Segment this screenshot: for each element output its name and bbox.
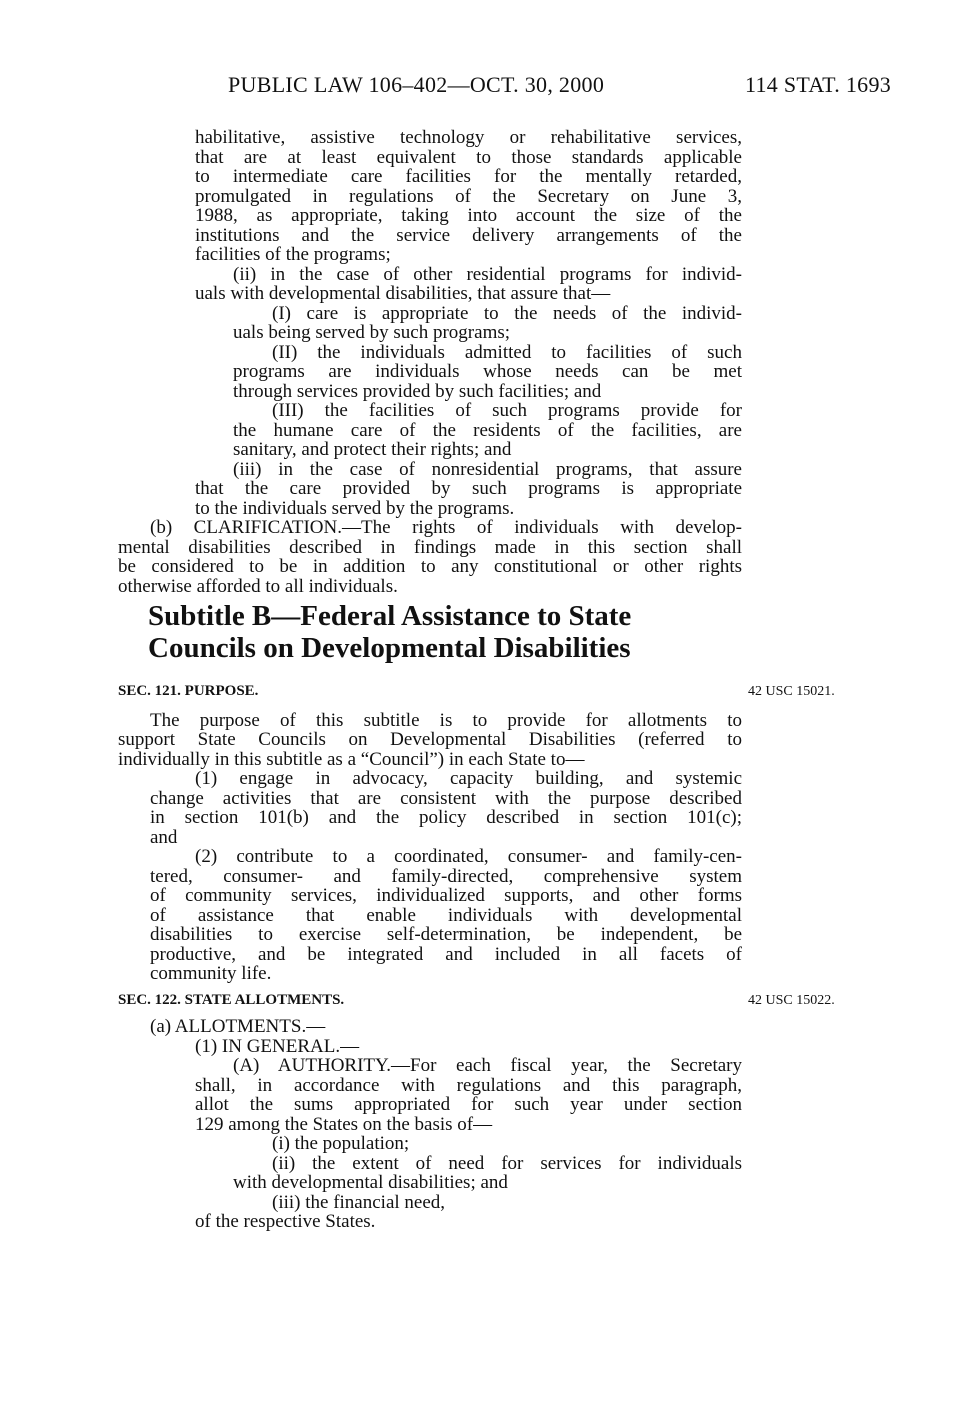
text-line: (2) contribute to a coordinated, consumer- and family-cen- bbox=[195, 846, 742, 867]
text-line: facilities of the programs; bbox=[195, 244, 391, 265]
text-line: (ii) in the case of other residential programs for individ- bbox=[233, 263, 742, 285]
text-line: promulgated in regulations of the Secretary on June 3, bbox=[195, 185, 742, 207]
text-line: 1988, as appropriate, taking into account the size of the bbox=[195, 205, 742, 226]
text-line: (A) AUTHORITY.—For each fiscal year, the Secretary bbox=[233, 1055, 742, 1076]
paragraph bbox=[118, 1037, 742, 1057]
text-line: The purpose of this subtitle is to provide for allotments to bbox=[150, 709, 742, 731]
text-line: (1) IN GENERAL.— bbox=[195, 1035, 360, 1057]
text-line: the humane care of the residents of the facilities, are bbox=[233, 419, 742, 441]
text-line: with developmental disabilities; and bbox=[233, 1172, 508, 1193]
paragraph bbox=[118, 1212, 742, 1232]
section-title: SEC. 122. STATE ALLOTMENTS. bbox=[118, 991, 345, 1008]
text-line: (III) the facilities of such programs provide for bbox=[272, 400, 742, 421]
text-line: in section 101(b) and the policy described in section 101(c); bbox=[150, 807, 742, 828]
text-line: through services provided by such facilities; and bbox=[233, 380, 602, 402]
page-body bbox=[118, 127, 835, 1232]
paragraph bbox=[118, 265, 742, 304]
text-line: of community services, individualized supports, and other forms bbox=[150, 885, 742, 906]
subtitle-line: Subtitle B—Federal Assistance to State bbox=[148, 600, 632, 632]
text-line: of assistance that enable individuals with developmental bbox=[150, 904, 742, 926]
subtitle-heading bbox=[118, 600, 742, 664]
usc-margin-note: 42 USC 15021. bbox=[748, 684, 835, 699]
paragraph bbox=[118, 1134, 742, 1154]
text-line: (II) the individuals admitted to facilities of such bbox=[272, 341, 742, 363]
text-line: (1) engage in advocacy, capacity building, and systemic bbox=[195, 768, 742, 789]
text-line: shall, in accordance with regulations and this paragraph, bbox=[195, 1074, 742, 1096]
text-line: (b) CLARIFICATION.—The rights of individuals with develop- bbox=[150, 517, 742, 538]
text-line: productive, and be integrated and included in all facets of bbox=[150, 943, 742, 965]
text-line: 129 among the States on the basis of— bbox=[195, 1113, 493, 1135]
text-line: to intermediate care facilities for the mentally retarded, bbox=[195, 166, 742, 187]
section-122-heading bbox=[118, 991, 835, 1011]
text-line: (ii) the extent of need for services for individuals bbox=[272, 1152, 742, 1174]
section-121-heading bbox=[118, 682, 835, 702]
paragraph bbox=[118, 1017, 742, 1037]
running-header-left: PUBLIC LAW 106–402—OCT. 30, 2000 bbox=[228, 72, 605, 97]
running-header-page: 114 STAT. 1693 bbox=[745, 72, 892, 97]
text-line: otherwise afforded to all individuals. bbox=[118, 575, 398, 597]
paragraph bbox=[118, 343, 742, 402]
text-line: habilitative, assistive technology or rehabilitative services, bbox=[195, 127, 742, 148]
text-line: tered, consumer- and family-directed, comprehensive system bbox=[150, 865, 742, 887]
paragraph bbox=[118, 847, 742, 984]
text-line: and bbox=[150, 826, 178, 848]
text-line: individually in this subtitle as a “Council”) in each State to— bbox=[118, 748, 585, 770]
paragraph bbox=[118, 711, 742, 770]
text-line: community life. bbox=[150, 963, 272, 984]
text-line: programs are individuals whose needs can be met bbox=[233, 361, 742, 382]
paragraph bbox=[118, 128, 742, 265]
text-line: uals with developmental disabilities, that assure that— bbox=[195, 283, 611, 304]
text-line: uals being served by such programs; bbox=[233, 322, 511, 343]
section-title: SEC. 121. PURPOSE. bbox=[118, 683, 259, 699]
text-line: (a) ALLOTMENTS.— bbox=[150, 1016, 326, 1037]
paragraph bbox=[118, 1193, 742, 1213]
text-line: of the respective States. bbox=[195, 1211, 376, 1232]
text-line: support State Councils on Developmental Disabilities (referred to bbox=[118, 729, 742, 750]
paragraph bbox=[118, 518, 742, 596]
text-line: sanitary, and protect their rights; and bbox=[233, 439, 512, 460]
paragraph bbox=[118, 401, 742, 460]
section-text-block-2 bbox=[118, 711, 742, 984]
text-line: that the care provided by such programs is appropriate bbox=[195, 478, 742, 499]
text-line: allot the sums appropriated for such year under section bbox=[195, 1094, 742, 1115]
paragraph bbox=[118, 1056, 742, 1134]
section-text-block-1 bbox=[118, 128, 742, 596]
paragraph bbox=[118, 1154, 742, 1193]
paragraph bbox=[118, 304, 742, 343]
text-line: mental disabilities described in findings made in this section shall bbox=[118, 536, 742, 558]
paragraph bbox=[118, 769, 742, 847]
text-line: that are at least equivalent to those standards applicable bbox=[195, 146, 742, 168]
text-line: change activities that are consistent with the purpose described bbox=[150, 787, 742, 809]
text-line: be considered to be in addition to any constitutional or other rights bbox=[118, 556, 742, 577]
text-line: (I) care is appropriate to the needs of the individ- bbox=[272, 302, 742, 324]
subtitle-line: Councils on Developmental Disabilities bbox=[148, 632, 631, 664]
usc-margin-note: 42 USC 15022. bbox=[748, 992, 835, 1008]
text-line: to the individuals served by the programs. bbox=[195, 497, 515, 519]
text-line: (iii) in the case of nonresidential programs, that assure bbox=[233, 458, 742, 480]
text-line: (iii) the financial need, bbox=[272, 1191, 446, 1213]
text-line: disabilities to exercise self-determination, be independent, be bbox=[150, 924, 742, 945]
text-line: institutions and the service delivery arrangements of the bbox=[195, 224, 742, 246]
text-line: (i) the population; bbox=[272, 1133, 410, 1154]
paragraph bbox=[118, 460, 742, 519]
section-text-block-3 bbox=[118, 1017, 742, 1232]
